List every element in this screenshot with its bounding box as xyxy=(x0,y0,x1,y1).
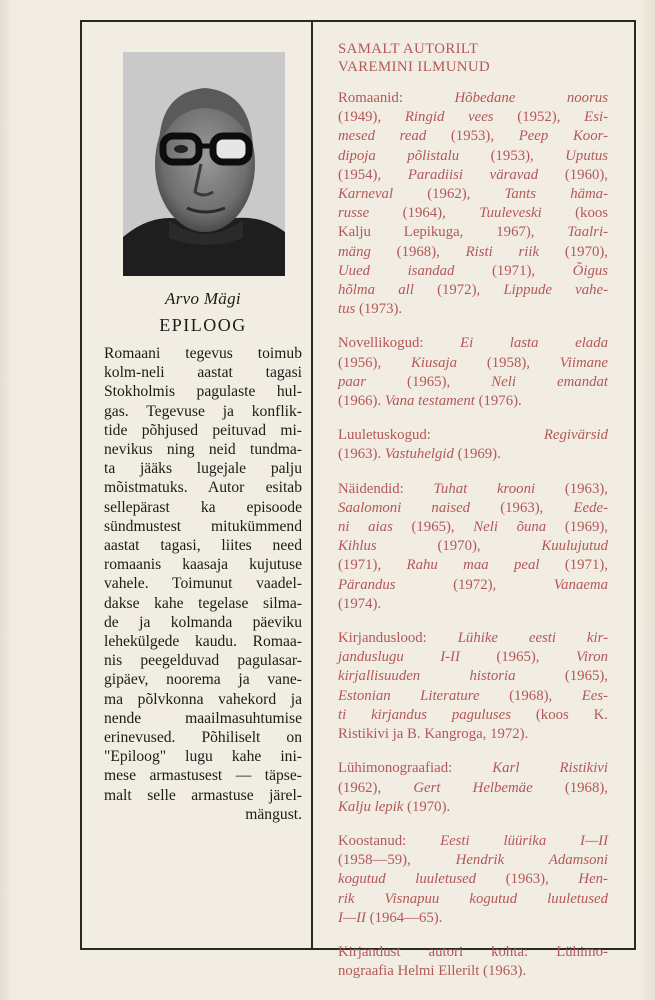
work-title: Pärandus xyxy=(338,576,396,593)
bibliography-line xyxy=(338,851,608,870)
bibliography-text: (1966). xyxy=(338,393,385,410)
bibliography-line xyxy=(338,166,608,185)
bibliography-line xyxy=(338,648,608,667)
work-title: Vanaema xyxy=(553,576,608,593)
work-title: Risti riik xyxy=(465,243,540,260)
work-title: Tuuleveski xyxy=(479,205,542,222)
work-title: Karl Ristikivi xyxy=(492,760,608,777)
blurb-line: vahele. Toimunut vaadel- xyxy=(104,575,302,593)
bibliography-line xyxy=(338,595,608,614)
bibliography-line xyxy=(338,943,608,962)
bibliography-text: (1974). xyxy=(338,595,382,612)
blurb-line: erinevused. Põhiliselt on xyxy=(104,729,302,747)
work-title: russe xyxy=(338,205,370,222)
work-title: mesed read xyxy=(338,128,427,145)
work-title: hõlma all xyxy=(338,282,414,299)
work-title: janduslugu I-II xyxy=(338,649,460,666)
bibliography-text: (1963), xyxy=(535,480,608,497)
bibliography-text: Lühimonograafiad: xyxy=(338,760,493,777)
blurb-line: mõistmatuks. Autor esitab xyxy=(104,479,302,497)
work-title: kirjallisuuden historia xyxy=(338,668,516,685)
bibliography-line xyxy=(338,89,608,108)
bibliography-text: (1953), xyxy=(426,128,519,145)
bibliography-line xyxy=(338,373,608,392)
blurb-line: de ja kolmanda päeviku xyxy=(104,613,302,631)
blurb-line: nevikus ning neid tundma- xyxy=(104,441,302,459)
bibliography-text: (1958), xyxy=(457,354,560,371)
bibliography-text: Kirjandust autori kohta: Lühimo- xyxy=(338,943,608,960)
bibliography-text: Novellikogud: xyxy=(338,335,461,352)
bibliography-line xyxy=(338,576,608,595)
bibliography-text: (1956), xyxy=(338,354,411,371)
bibliography-line xyxy=(338,629,608,648)
bibliography-line xyxy=(338,445,608,464)
blurb-line: romaanis kaasaja kujutuse xyxy=(104,556,302,574)
blurb-line: sündmustest mitukümmend xyxy=(104,517,302,535)
section-naidendid xyxy=(338,480,608,614)
work-title: Rahu maa peal xyxy=(406,557,540,574)
bibliography-text: nograafia Helmi Ellerilt (1963). xyxy=(338,963,527,980)
bibliography-text: (1971), xyxy=(539,557,608,574)
bibliography-text: (1970). xyxy=(403,798,451,815)
bibliography-line xyxy=(338,426,608,445)
bibliography-text: (1954), xyxy=(338,166,408,183)
work-title: Ei lasta elada xyxy=(460,335,609,352)
bibliography-line xyxy=(338,300,608,319)
bibliography-text: Näidendid: xyxy=(338,480,434,497)
bibliography-line xyxy=(338,909,608,928)
bibliography-text: (1960), xyxy=(538,166,608,183)
section-luhimonograafiad xyxy=(338,759,608,817)
work-title: Hõbedane noorus xyxy=(454,90,608,106)
book-blurb xyxy=(104,344,302,824)
work-title: Vastuhelgid xyxy=(384,446,454,463)
bibliography-line xyxy=(338,281,608,300)
blurb-line: ma põlvkonna vahekord ja xyxy=(104,690,302,708)
bibliography-text: (1962), xyxy=(338,779,414,796)
bibliography-text: Luuletuskogud: xyxy=(338,427,544,444)
work-title: Hen- xyxy=(578,871,608,888)
section-romaanid xyxy=(338,89,608,319)
work-title: Viimane xyxy=(559,354,608,371)
author-name: Arvo Mägi xyxy=(165,289,241,308)
work-title: mäng xyxy=(338,243,371,260)
work-title: ni aias xyxy=(338,519,393,536)
section-luuletuskogud xyxy=(338,426,608,464)
work-title: kogutud luuletused xyxy=(338,871,477,888)
bibliography-line xyxy=(338,127,608,146)
blurb-line: "Epiloog" lugu kahe ini- xyxy=(104,748,302,766)
bibliography-text: (1965), xyxy=(515,668,608,685)
bibliography-text: (1964—65). xyxy=(365,909,443,926)
author-portrait xyxy=(123,52,285,276)
bibliography-line xyxy=(338,204,608,223)
bibliography-text: (1949), xyxy=(338,109,405,126)
blurb-line: gipäev, noorema ja vane- xyxy=(104,671,302,689)
bibliography-text: (1968), xyxy=(532,779,608,796)
bibliography-line xyxy=(338,185,608,204)
bibliography-line xyxy=(338,147,608,166)
bibliography-line xyxy=(338,725,608,744)
work-title: Tuhat krooni xyxy=(433,480,536,497)
work-title: Neli õuna xyxy=(473,519,547,536)
work-title: Esi- xyxy=(584,109,608,126)
blurb-line: mängust. xyxy=(245,805,302,823)
bibliography-text: Kalju Lepikuga, 1967), xyxy=(338,224,568,241)
blurb-line: nende maailmasuhtumise xyxy=(104,709,302,727)
work-title: Taalri- xyxy=(567,224,608,241)
work-title: Peep Koor- xyxy=(518,128,608,145)
work-title: rik Visnapuu kogutud luuletused xyxy=(338,890,608,907)
bibliography-text: (1965), xyxy=(365,373,492,390)
blurb-line: sellepärast ka episoode xyxy=(104,498,302,516)
bibliography-text: Ristikivi ja B. Kangroga, 1972). xyxy=(338,726,529,743)
blurb-line: mese armastusest — täpse- xyxy=(104,767,302,785)
section-novellikogud xyxy=(338,334,608,411)
bibliography-line xyxy=(338,832,608,851)
bibliography-line xyxy=(338,962,608,981)
work-title: paar xyxy=(338,373,366,390)
book-title: EPILOOG xyxy=(159,315,247,335)
bibliography-line xyxy=(338,392,608,411)
blurb-line: Romaani tegevus toimub xyxy=(104,345,302,362)
work-title: I—II xyxy=(338,909,366,926)
work-title: Neli emandat xyxy=(491,373,608,390)
bibliography-line xyxy=(338,262,608,281)
bibliography-line xyxy=(338,687,608,706)
bibliography-line xyxy=(338,243,608,262)
blurb-line: dakse kahe tegelase silma- xyxy=(104,594,302,612)
bibliography-text: (1952), xyxy=(493,109,585,126)
blurb-line: Stokholmis pagulaste hul- xyxy=(104,383,302,401)
bibliography-line xyxy=(338,480,608,499)
bibliography-heading xyxy=(338,40,608,76)
bibliography-text: (1971), xyxy=(454,262,573,279)
bibliography-line xyxy=(338,759,608,778)
bibliography-text: (1963), xyxy=(470,499,574,516)
blurb-line: malt selle armastuse järel- xyxy=(104,786,302,804)
bibliography-line xyxy=(338,870,608,889)
bibliography-text: Koostanud: xyxy=(338,832,441,849)
work-title: Kuulujutud xyxy=(541,538,608,555)
work-title: Karneval xyxy=(338,186,394,203)
work-title: Uputus xyxy=(565,147,609,164)
work-title: Ees- xyxy=(581,687,609,704)
bibliography-line xyxy=(338,108,608,127)
column-divider xyxy=(311,20,313,950)
bibliography-text: (1976). xyxy=(474,393,522,410)
blurb-line: nis peegelduvad pagulasar- xyxy=(104,652,302,670)
bibliography-line xyxy=(338,499,608,518)
bibliography-text: Kirjanduslood: xyxy=(338,630,458,647)
section-kirjanduslood xyxy=(338,629,608,744)
bibliography-text: (koos K. xyxy=(511,706,608,723)
bibliography-line xyxy=(338,706,608,725)
bibliography-text: (1964), xyxy=(369,205,480,222)
bibliography-line xyxy=(338,890,608,909)
work-title: Uued isandad xyxy=(338,262,455,279)
blurb-line: lehekülgede kaudu. Romaa- xyxy=(104,633,302,651)
work-title: Tants häma- xyxy=(504,186,609,203)
bibliography-text: (1969), xyxy=(546,519,608,536)
work-title: Paradiisi väravad xyxy=(407,166,539,183)
bibliography-line xyxy=(338,518,608,537)
bibliography-text: (1963). xyxy=(338,446,385,463)
work-title: tus xyxy=(338,301,356,318)
bibliography-text: (1958—59), xyxy=(338,852,456,869)
bibliography-text: (1971), xyxy=(338,557,407,574)
work-title: Õigus xyxy=(572,262,608,279)
bibliography-line xyxy=(338,537,608,556)
bibliography-text: (1968), xyxy=(479,687,582,704)
bibliography-text: (1965), xyxy=(459,649,576,666)
bibliography-text: (1963), xyxy=(476,871,579,888)
bibliography-heading-line-1: SAMALT AUTORILT xyxy=(338,41,479,57)
blurb-line: ta jääks lugejale palju xyxy=(104,460,302,478)
blurb-line: kolm-neli aastat tagasi xyxy=(104,364,302,382)
bibliography-line xyxy=(338,334,608,353)
blurb-line: gas. Tegevuse ja konflik- xyxy=(104,402,302,420)
bibliography-line xyxy=(338,779,608,798)
left-column xyxy=(104,52,302,824)
bibliography-heading-line-2: VAREMINI ILMUNUD xyxy=(338,59,491,75)
section-kirjandust xyxy=(338,943,608,981)
work-title: Vana testament xyxy=(384,393,475,410)
bibliography-line xyxy=(338,556,608,575)
right-column xyxy=(338,40,608,996)
work-title: dipoja põlistalu xyxy=(338,147,460,164)
blurb-line: tide põhjused peituvad mi- xyxy=(104,421,302,439)
bibliography-text: (1972), xyxy=(395,576,554,593)
section-koostanud xyxy=(338,832,608,928)
bibliography-line xyxy=(338,354,608,373)
bibliography-text: (1970), xyxy=(539,243,608,260)
bibliography-text: (1968), xyxy=(370,243,466,260)
bibliography-text: (1965), xyxy=(392,519,474,536)
work-title: Estonian Literature xyxy=(338,687,480,704)
work-title: Viron xyxy=(575,649,608,666)
work-title: Hendrik Adamsoni xyxy=(455,852,608,869)
work-title: Kalju lepik xyxy=(338,798,404,815)
work-title: ti kirjandus paguluses xyxy=(338,706,512,723)
work-title: Gert Helbemäe xyxy=(413,779,533,796)
bibliography-text: (1969). xyxy=(453,446,501,463)
blurb-line: aastat tagasi, liites need xyxy=(104,537,302,555)
bibliography-text: (1970), xyxy=(376,538,542,555)
work-title: Kihlus xyxy=(338,538,377,555)
work-title: Lippude vahe- xyxy=(503,282,609,299)
work-title: Regivärsid xyxy=(543,427,608,444)
bibliography-text: (koos xyxy=(541,205,608,222)
bibliography-line xyxy=(338,667,608,686)
bibliography-text: Romaanid: xyxy=(338,90,455,106)
bibliography-line xyxy=(338,223,608,242)
work-title: Kiusaja xyxy=(410,354,458,371)
bibliography-text: (1953), xyxy=(459,147,566,164)
bibliography-line xyxy=(338,798,608,817)
bibliography-text: (1973). xyxy=(355,301,403,318)
work-title: Saalomoni naised xyxy=(338,499,471,516)
bibliography-text: (1962), xyxy=(393,186,505,203)
work-title: Lühike eesti kir- xyxy=(457,630,608,647)
work-title: Ringid vees xyxy=(404,109,494,126)
bibliography-text: (1972), xyxy=(413,282,504,299)
work-title: Eede- xyxy=(573,499,608,516)
work-title: Eesti lüürika I—II xyxy=(440,832,608,849)
